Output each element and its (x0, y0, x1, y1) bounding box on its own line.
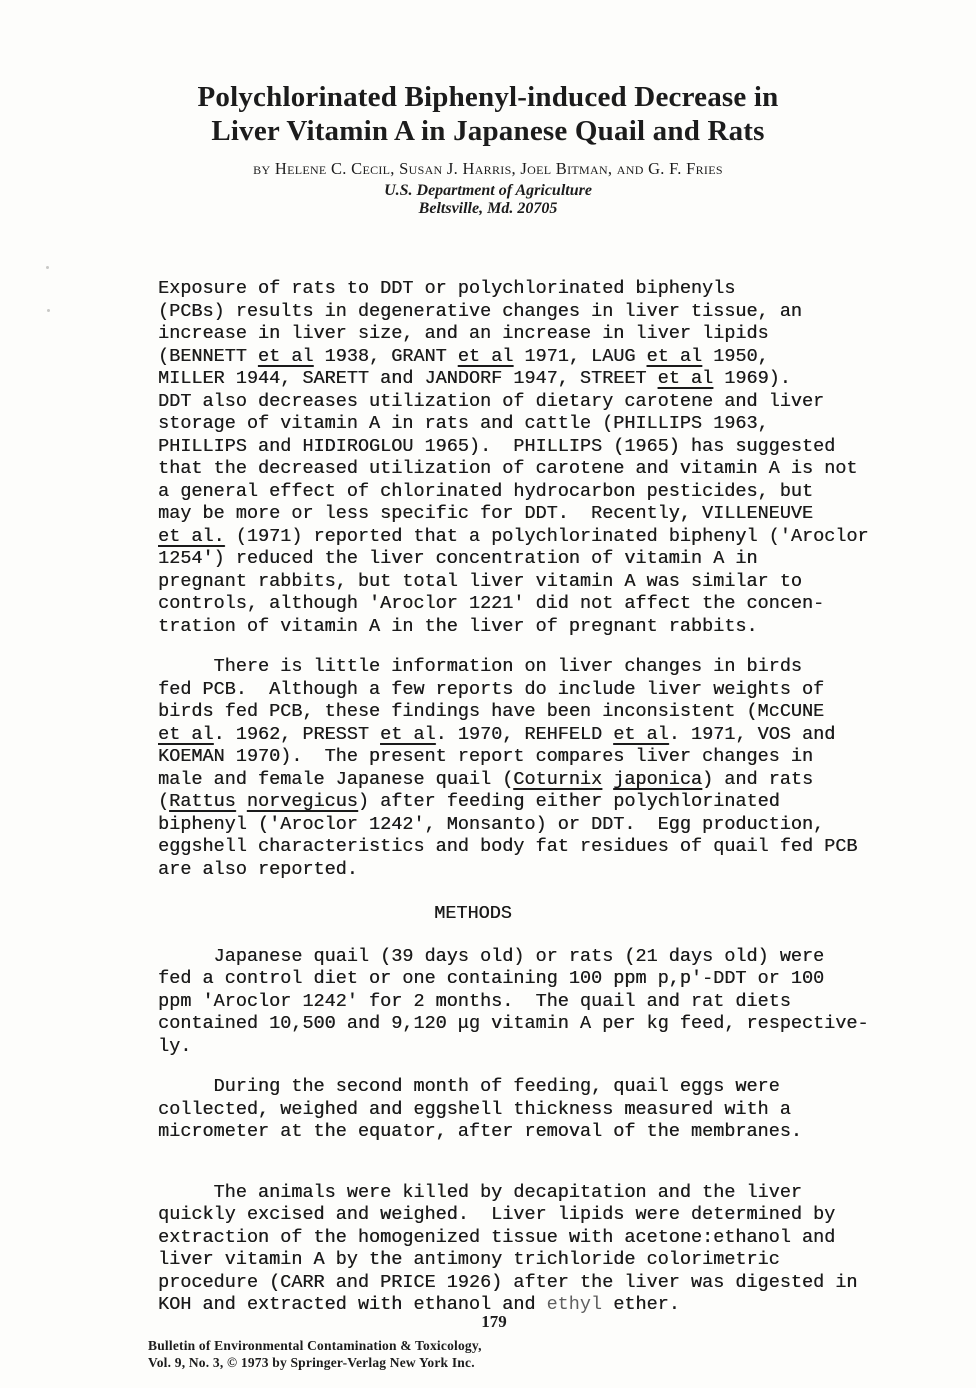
text-line: controls, although 'Aroclor 1221' did not affect the concen- (158, 593, 825, 614)
text-line: fed a control diet or one containing 100 ppm p,p'-DDT or 100 (158, 968, 825, 989)
body-text (158, 278, 928, 1317)
text-line: PHILLIPS and HIDIROGLOU 1965). PHILLIPS (1965) has suggested (158, 435, 836, 457)
journal-footer-line-1: Bulletin of Environmental Contamination & Toxicology, (148, 1338, 482, 1353)
scan-artifact (46, 266, 49, 269)
text-line: micrometer at the equator, after removal of the membranes. (158, 1121, 802, 1142)
text-line: The animals were killed by decapitation and the liver (158, 1181, 802, 1203)
text-line: male and female Japanese quail (Coturnix japonica) and rats (158, 768, 814, 790)
author-byline: by Helene C. Cecil, Susan J. Harris, Joel Bitman, and G. F. Fries (253, 159, 723, 178)
para-2 (158, 656, 928, 881)
para-3 (158, 946, 928, 1059)
text-line: MILLER 1944, SARETT and JANDORF 1947, STREET et al 1969). (158, 368, 791, 389)
text-line: et al. 1962, PRESST et al. 1970, REHFELD et al. 1971, VOS and (158, 723, 836, 745)
para-4 (158, 1076, 928, 1144)
text-line: KOEMAN 1970). The present report compares liver changes in (158, 746, 814, 767)
text-line: ly. (158, 1035, 192, 1057)
text-line: liver vitamin A by the antimony trichloride colorimetric (158, 1249, 780, 1270)
article-title-line-2: Liver Vitamin A in Japanese Quail and Rats (211, 115, 765, 147)
text-line: tration of vitamin A in the liver of pregnant rabbits. (158, 615, 758, 637)
journal-footer-line-2: Vol. 9, No. 3, © 1973 by Springer-Verlag New York Inc. (148, 1354, 475, 1370)
text-line: et al. (1971) reported that a polychlorinated biphenyl ('Aroclor (158, 525, 869, 547)
text-line: 1254') reduced the liver concentration of vitamin A in (158, 548, 758, 569)
text-line: (BENNETT et al 1938, GRANT et al 1971, LAUG et al 1950, (158, 345, 769, 367)
affiliation-line-2: Beltsville, Md. 20705 (418, 199, 558, 217)
text-line: ppm 'Aroclor 1242' for 2 months. The quail and rat diets (158, 990, 791, 1012)
text-line: birds fed PCB, these findings have been inconsistent (McCUNE (158, 701, 825, 722)
text-line: During the second month of feeding, quail eggs were (158, 1076, 780, 1097)
text-line: KOH and extracted with ethanol and ethyl ether. (158, 1294, 680, 1315)
text-line: Japanese quail (39 days old) or rats (21 days old) were (158, 945, 825, 967)
text-line: a general effect of chlorinated hydrocarbon pesticides, but (158, 480, 814, 502)
para-1 (158, 278, 928, 638)
text-line: that the decreased utilization of carotene and vitamin A is not (158, 458, 858, 479)
text-line: fed PCB. Although a few reports do include liver weights of (158, 678, 825, 700)
text-line: collected, weighed and eggshell thickness measured with a (158, 1098, 791, 1120)
text-line: Exposure of rats to DDT or polychlorinated biphenyls (158, 278, 736, 299)
text-line: pregnant rabbits, but total liver vitamin A was similar to (158, 570, 802, 592)
text-line: increase in liver size, and an increase in liver lipids (158, 323, 769, 344)
text-line: DDT also decreases utilization of dietary carotene and liver (158, 390, 825, 412)
text-line: may be more or less specific for DDT. Recently, VILLENEUVE (158, 503, 814, 524)
scan-artifact (47, 309, 50, 312)
text-line: quickly excised and weighed. Liver lipids were determined by (158, 1204, 836, 1225)
para-5 (158, 1182, 928, 1317)
page-number: 179 (481, 1312, 507, 1331)
text-line: contained 10,500 and 9,120 μg vitamin A per kg feed, respective- (158, 1013, 869, 1034)
text-line: eggshell characteristics and body fat residues of quail fed PCB (158, 836, 858, 857)
text-line: extraction of the homogenized tissue with acetone:ethanol and (158, 1226, 836, 1248)
text-line: storage of vitamin A in rats and cattle (PHILLIPS 1963, (158, 413, 769, 434)
article-title-line-1: Polychlorinated Biphenyl-induced Decrease in (197, 81, 779, 113)
text-line: (PCBs) results in degenerative changes in liver tissue, an (158, 300, 802, 322)
text-line: (Rattus norvegicus) after feeding either polychlorinated (158, 791, 780, 812)
text-line: biphenyl ('Aroclor 1242', Monsanto) or DDT. Egg production, (158, 813, 825, 835)
text-line: are also reported. (158, 858, 358, 880)
methods-heading: METHODS (434, 903, 512, 924)
text-line: procedure (CARR and PRICE 1926) after the liver was digested in (158, 1271, 858, 1293)
affiliation-line-1: U.S. Department of Agriculture (384, 182, 592, 199)
article-header (12, 80, 964, 217)
text-line: There is little information on liver changes in birds (158, 656, 802, 677)
journal-footer (148, 1338, 482, 1371)
